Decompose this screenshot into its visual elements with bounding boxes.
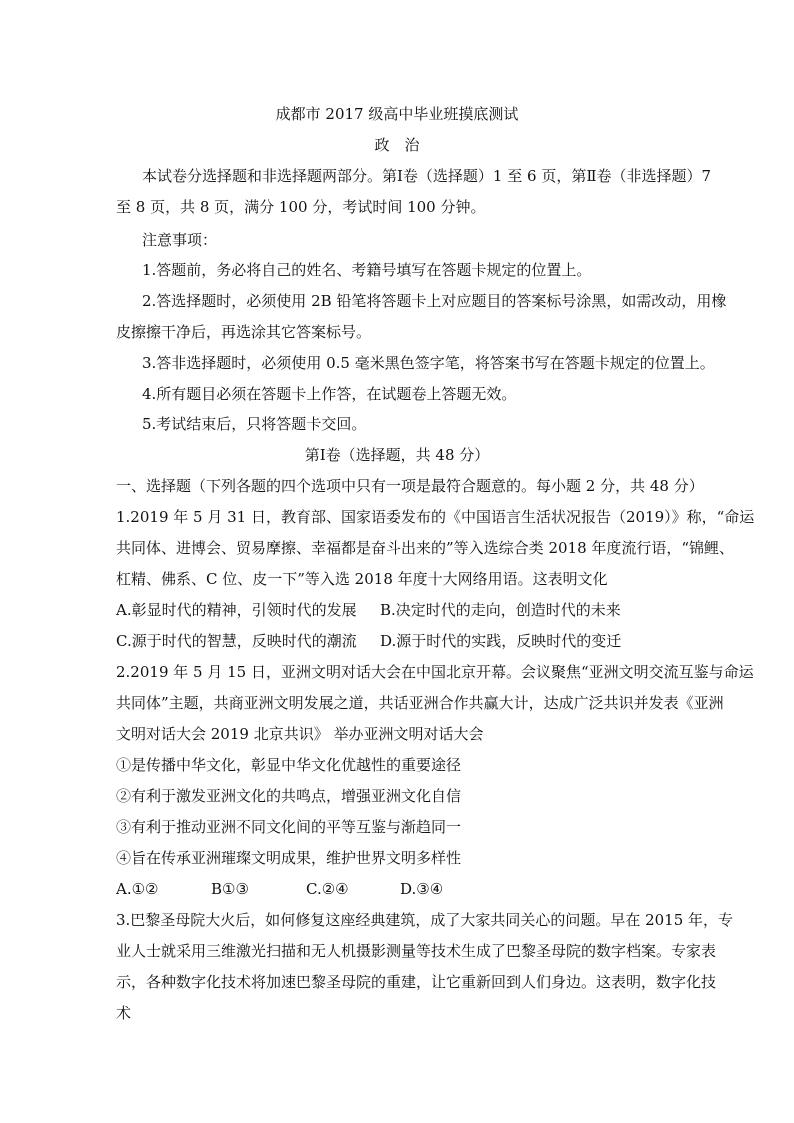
question-1-option-a: A.彰显时代的精神，引领时代的发展 — [116, 601, 357, 619]
subject-title: 政 治 — [374, 136, 420, 154]
section-title: 第Ⅰ卷（选择题，共 48 分） — [304, 446, 490, 464]
note-item: 1.答题前，务必将自己的姓名、考籍号填写在答题卡规定的位置上。 — [142, 261, 592, 279]
notes-heading: 注意事项： — [142, 231, 218, 249]
question-3-line: 示，各种数字化技术将加速巴黎圣母院的重建，让它重新回到人们身边。这表明，数字化技 — [116, 973, 717, 991]
section-instruction: 一、选择题（下列各题的四个选项中只有一项是最符合题意的。每小题 2 分，共 48 分） — [116, 477, 704, 495]
question-2-option-d: D.③④ — [400, 880, 444, 898]
question-1-option-b: B.决定时代的走向，创造时代的未来 — [380, 601, 621, 619]
question-3-line: 业人士就采用三维激光扫描和无人机摄影测量等技术生成了巴黎圣母院的数字档案。专家表 — [116, 942, 717, 960]
note-item: 2.答选择题时，必须使用 2B 铅笔将答题卡上对应题目的答案标号涂黑，如需改动，用橡 — [142, 292, 727, 310]
question-3-line: 术 — [116, 1004, 132, 1022]
question-1-option-d: D.源于时代的实践，反映时代的变迁 — [380, 632, 622, 650]
question-2-option-c: C.②④ — [306, 880, 349, 898]
note-item: 3.答非选择题时，必须使用 0.5 毫米黑色签字笔，将答案书写在答题卡规定的位置上。 — [142, 354, 715, 372]
question-1-line: 杠精、佛系、C 位、皮一下”等入选 2018 年度十大网络用语。这表明文化 — [116, 570, 608, 588]
question-2-option-b: B①③ — [211, 880, 249, 898]
question-2-line: 文明对话大会 2019 北京共识》 举办亚洲文明对话大会 — [116, 725, 484, 743]
question-2-line: 共同体”主题，共商亚洲文明发展之道，共话亚洲合作共赢大计，达成广泛共识并发表《亚洲 — [116, 694, 724, 712]
question-2-statement: ①是传播中华文化，彰显中华文化优越性的重要途径 — [116, 756, 462, 774]
question-2-statement: ②有利于激发亚洲文化的共鸣点，增强亚洲文化自信 — [116, 787, 462, 805]
question-1-option-c: C.源于时代的智慧，反映时代的潮流 — [116, 632, 357, 650]
question-1-line: 1.2019 年 5 月 31 日，教育部、国家语委发布的《中国语言生活状况报告（2019）》称，“命运 — [116, 508, 755, 526]
question-1-line: 共同体、进博会、贸易摩擦、幸福都是奋斗出来的”等入选综合类 2018 年度流行语，“锦鲤、 — [116, 539, 735, 557]
question-3-line: 3.巴黎圣母院大火后，如何修复这座经典建筑，成了大家共同关心的问题。早在 2015 年，专 — [116, 911, 734, 929]
note-item: 4.所有题目必须在答题卡上作答，在试题卷上答题无效。 — [142, 385, 517, 403]
intro-line-2: 至 8 页，共 8 页，满分 100 分，考试时间 100 分钟。 — [116, 198, 486, 216]
question-2-statement: ③有利于推动亚洲不同文化间的平等互鉴与渐趋同一 — [116, 818, 462, 836]
exam-title: 成都市 2017 级高中毕业班摸底测试 — [275, 105, 519, 123]
note-item: 5.考试结束后，只将答题卡交回。 — [142, 415, 367, 433]
note-item: 皮擦擦干净后，再选涂其它答案标号。 — [116, 323, 372, 341]
question-2-line: 2.2019 年 5 月 15 日，亚洲文明对话大会在中国北京开幕。会议聚焦“亚洲文明交流互鉴与命运 — [116, 663, 754, 681]
question-2-option-a: A.①② — [116, 880, 159, 898]
question-2-statement: ④旨在传承亚洲璀璨文明成果，维护世界文明多样性 — [116, 849, 462, 867]
intro-line-1: 本试卷分选择题和非选择题两部分。第Ⅰ卷（选择题）1 至 6 页，第Ⅱ卷（非选择题）7 — [142, 167, 712, 185]
